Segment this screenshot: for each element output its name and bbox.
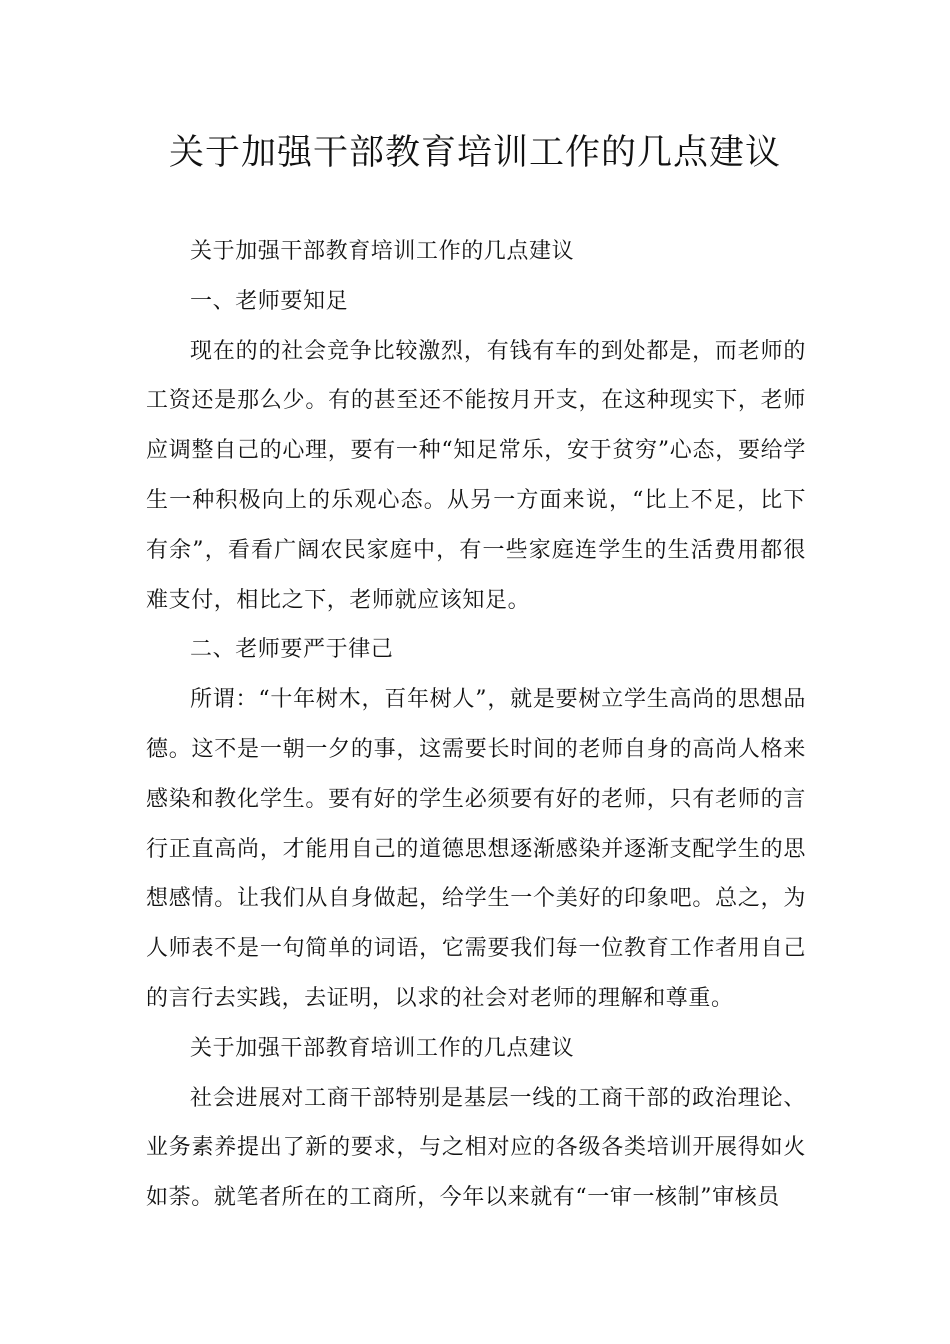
paragraph-section-2: 所谓：“十年树木，百年树人”，就是要树立学生高尚的思想品德。这不是一朝一夕的事，这需要长时间的老师自身的高尚人格来感染和教化学生。要有好的学生必须要有好的老师，只有老师的言行正直高尚，才能用自己的道德思想逐渐感染并逐渐支配学生的思想感情。让我们从自身做起，给学生一个美好的印象吧。总之，为人师表不是一句简单的词语，它需要我们每一位教育工作者用自己的言行去实践，去证明，以求的社会对老师的理解和尊重。 bbox=[146, 687, 806, 1011]
document-body bbox=[146, 227, 806, 1223]
paragraph-section-1: 现在的的社会竞争比较激烈，有钱有车的到处都是，而老师的工资还是那么少。有的甚至还不能按月开支，在这种现实下，老师应调整自己的心理，要有一种“知足常乐，安于贫穷”心态，要给学生一种积极向上的乐观心态。从另一方面来说，“比上不足，比下有余”，看看广阔农民家庭中，有一些家庭连学生的生活费用都很难支付，相比之下，老师就应该知足。 bbox=[146, 338, 806, 613]
paragraph-second-article-title: 关于加强干部教育培训工作的几点建议 bbox=[190, 1035, 575, 1061]
paragraph-repeated-title: 关于加强干部教育培训工作的几点建议 bbox=[190, 239, 575, 264]
section-heading-1: 一、老师要知足 bbox=[190, 288, 349, 314]
section-heading-2: 二、老师要严于律己 bbox=[190, 637, 394, 663]
document-title: 关于加强干部教育培训工作的几点建议 bbox=[168, 133, 781, 173]
paragraph-second-article-body: 社会进展对工商干部特别是基层一线的工商干部的政治理论、业务素养提出了新的要求，与之相对应的各级各类培训开展得如火如荼。就笔者所在的工商所，今年以来就有“一审一核制”审核员 bbox=[146, 1085, 806, 1211]
